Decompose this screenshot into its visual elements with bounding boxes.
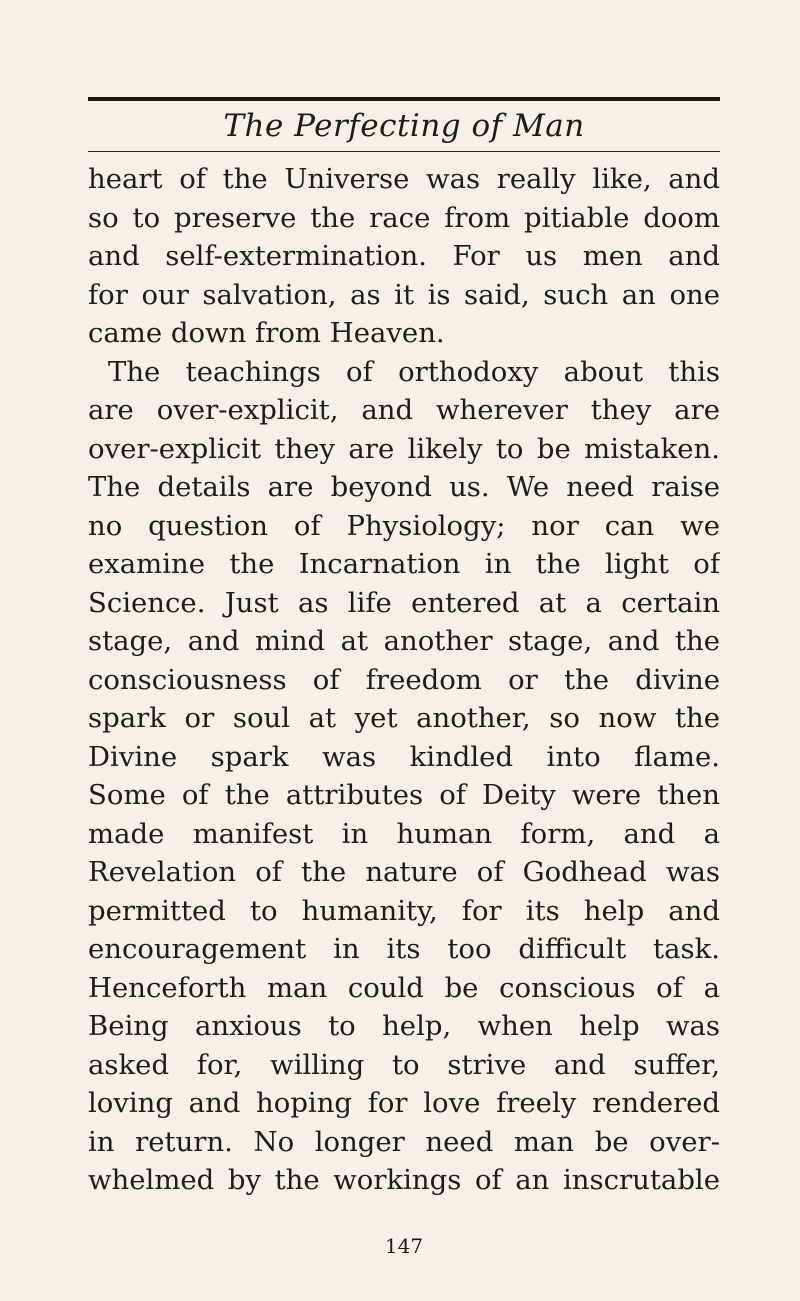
text-line: The teachings of orthodoxy about this xyxy=(108,355,720,388)
text-line: for our salvation, as it is said, such an one xyxy=(88,278,720,311)
text-line: Divine spark was kindled into flame. xyxy=(88,740,720,773)
text-line: heart of the Universe was really like, and xyxy=(88,163,720,195)
text-line: made manifest in human form, and a xyxy=(88,817,720,850)
text-line: stage, and mind at another stage, and the xyxy=(88,625,720,657)
text-line: Henceforth man could be conscious of a xyxy=(88,971,720,1004)
text-line: loving and hoping for love freely rendered xyxy=(88,1087,720,1119)
text-line: Being anxious to help, when help was xyxy=(88,1010,720,1042)
text-line: consciousness of freedom or the divine xyxy=(88,663,720,696)
text-line: so to preserve the race from pitiable doom xyxy=(88,201,720,234)
text-line: Revelation of the nature of Godhead was xyxy=(88,856,720,888)
text-line: whelmed by the workings of an inscrutable xyxy=(88,1164,720,1196)
text-line: spark or soul at yet another, so now the xyxy=(88,702,720,734)
text-line: no question of Physiology; nor can we xyxy=(88,509,720,542)
text-line: The details are beyond us. We need raise xyxy=(88,471,720,503)
text-line: encouragement in its too difficult task. xyxy=(88,933,720,965)
running-head: The Perfecting of Man xyxy=(223,108,585,144)
text-line: came down from Heaven. xyxy=(88,317,445,349)
text-line: Some of the attributes of Deity were then xyxy=(88,779,720,811)
text-line: asked for, willing to strive and suffer, xyxy=(88,1048,720,1081)
header-rule-bottom xyxy=(88,151,720,152)
text-line: permitted to humanity, for its help and xyxy=(88,894,720,927)
page-number: 147 xyxy=(384,1234,424,1258)
body-text xyxy=(88,160,720,1200)
text-line: in return. No longer need man be over- xyxy=(88,1125,720,1158)
text-line: are over-explicit, and wherever they are xyxy=(88,394,720,426)
text-line: over-explicit they are likely to be mistaken. xyxy=(88,432,720,465)
text-line: and self-extermination. For us men and xyxy=(88,240,720,272)
header-rule-top xyxy=(88,97,720,101)
text-line: Science. Just as life entered at a certain xyxy=(88,586,720,619)
text-line: examine the Incarnation in the light of xyxy=(88,548,720,580)
